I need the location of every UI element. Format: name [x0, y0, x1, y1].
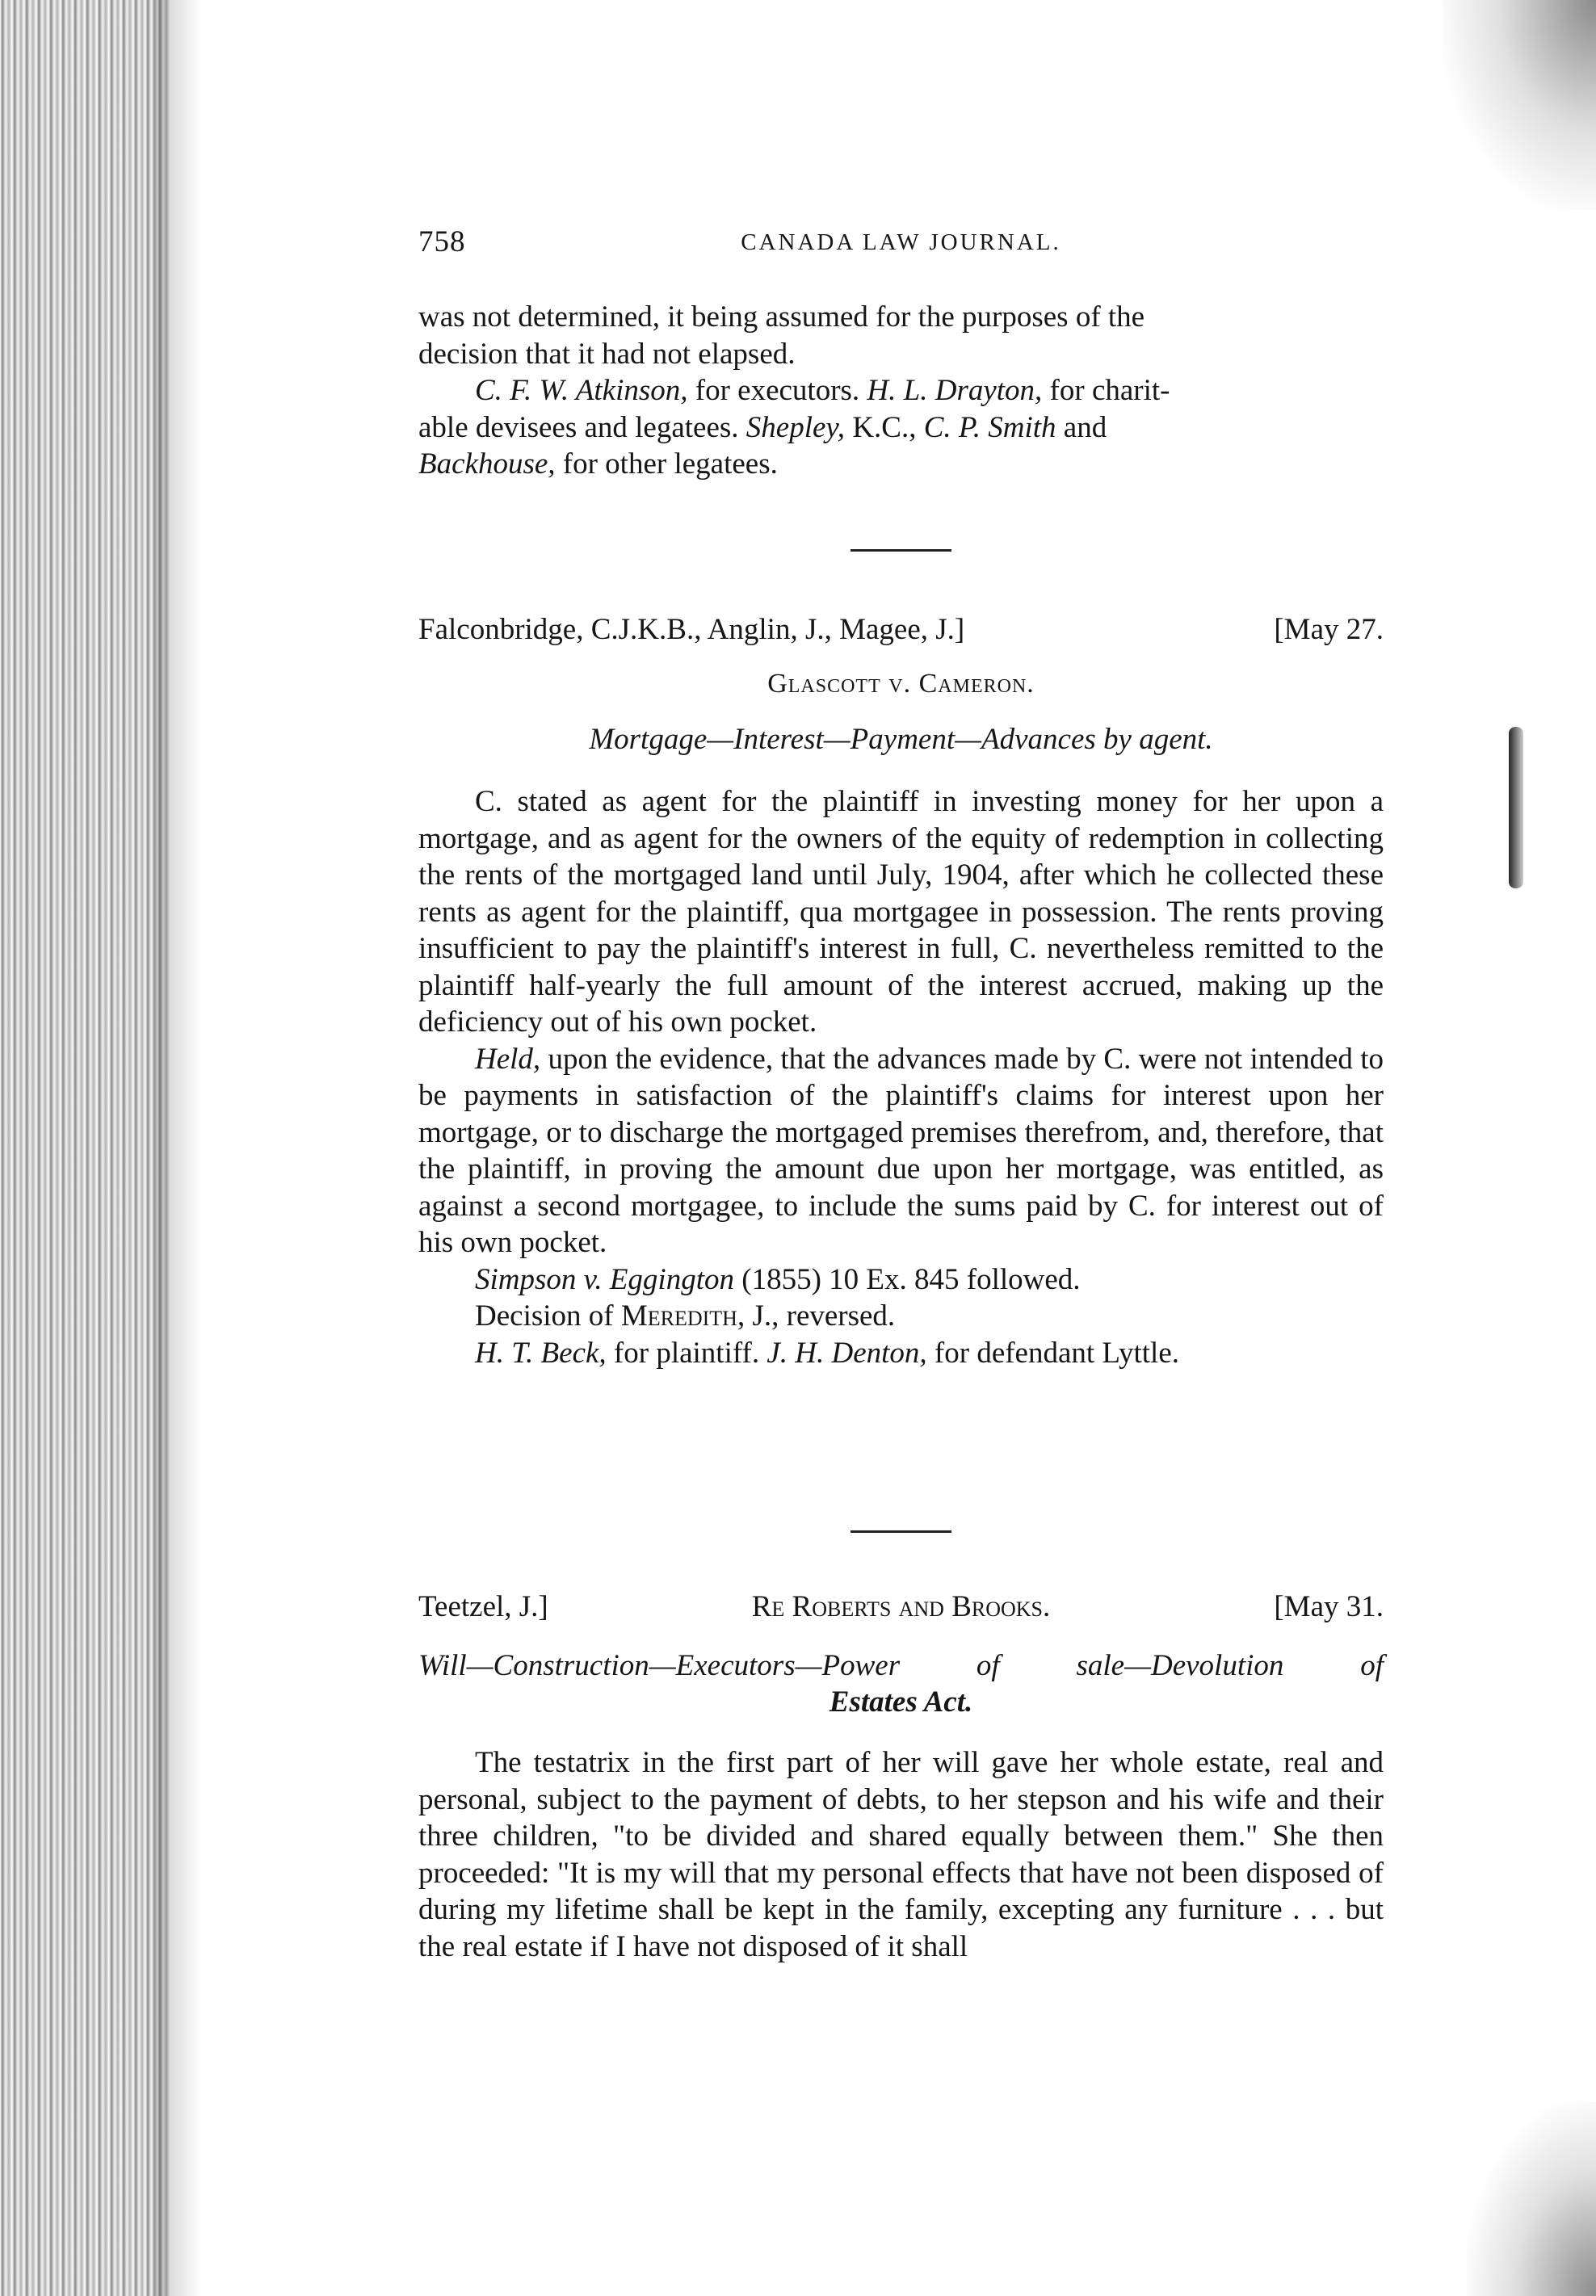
counsel-name: H. T. Beck, — [475, 1336, 607, 1370]
page-corner-shadow-bottom — [1467, 2102, 1596, 2296]
counsel-name: Shepley, — [746, 410, 846, 444]
journal-title: CANADA LAW JOURNAL. — [741, 229, 1061, 255]
continuation-line-2: decision that it had not elapsed. — [418, 337, 796, 371]
section-divider — [850, 549, 951, 552]
headnote: Mortgage—Interest—Payment—Advances by agent. — [589, 723, 1213, 756]
counsel-line: C. F. W. Atkinson, for executors. H. L. Drayton, for charit- — [475, 374, 1170, 407]
holding-paragraph: Held, upon the evidence, that the advances made by C. were not intended to be payments in satisfaction of the plaintiff's claims for interest upon her mortgage, or to discharge the mortgaged premises therefrom, and, therefore, that the plaintiff, in proving the amount due upon her mortgage, was entitled, as against a second mortgagee, to include the sums paid by C. for interest out of his own pocket. — [418, 1042, 1384, 1259]
counsel-name: H. L. Drayton, — [867, 374, 1043, 407]
bench-judges: Falconbridge, C.J.K.B., Anglin, J., Magee, J.] — [418, 613, 965, 646]
summary-paragraph: C. stated as agent for the plaintiff in investing money for her upon a mortgage, and as agent for the owners of the equity of redemption in collecting the rents of the mortgaged land until July, 1904, after which he collected these rents as agent for the plaintiff, qua mortgagee in possession. The rents proving insufficient to pay the plaintiff's interest in full, C. nevertheless remitted to the plaintiff half-yearly the full amount of the interest accrued, making up the deficiency out of his own pocket. — [418, 785, 1384, 1039]
counsel-name: J. H. Denton, — [766, 1336, 927, 1370]
counsel-name: C. P. Smith — [923, 410, 1056, 444]
counsel-name: C. F. W. Atkinson, — [475, 374, 688, 407]
running-head — [418, 225, 1384, 265]
continuation-line-1: was not determined, it being assumed for the purposes of the — [418, 300, 1145, 334]
page-number: 758 — [418, 225, 466, 258]
citation-line: Simpson v. Eggington (1855) 10 Ex. 845 followed. — [475, 1262, 1081, 1296]
held-label: Held, — [475, 1042, 541, 1076]
case-header — [418, 1589, 1384, 1627]
headnote-line-1: Will—Construction—Executors—Power of sale—Devolution of — [418, 1649, 1384, 1682]
summary-paragraph: The testatrix in the first part of her will gave her whole estate, real and personal, subject to the payment of debts, to her stepson and his wife and their three children, "to be divided and shared equally between them." She then proceeded: "It is my will that my personal effects that have not been disposed of during my lifetime shall be kept in the family, excepting any furniture . . . but the real estate if I have not disposed of it shall — [418, 1746, 1384, 1963]
case-body — [418, 1744, 1384, 1965]
page-edge-mark — [1509, 727, 1523, 888]
case-header — [418, 612, 1384, 649]
counsel-name: Backhouse, — [418, 447, 556, 481]
section-divider — [850, 1530, 951, 1533]
bench-judge: Teetzel, J.] — [418, 1590, 548, 1623]
page-corner-shadow-top — [1443, 0, 1596, 210]
case-title: Re Roberts and Brooks. — [751, 1590, 1051, 1623]
counsel-line: able devisees and legatees. Shepley, K.C., C. P. Smith and — [418, 410, 1107, 444]
binding-shadow — [0, 0, 170, 2296]
decision-date: [May 27. — [1274, 613, 1384, 646]
case-title: Glascott v. Cameron. — [767, 669, 1035, 699]
counsel-line: H. T. Beck, for plaintiff. J. H. Denton, for defendant Lyttle. — [475, 1336, 1180, 1370]
cited-case: Simpson v. Eggington — [475, 1262, 734, 1296]
previous-case-tail — [418, 299, 1384, 483]
judge-name: Meredith — [620, 1299, 737, 1333]
decision-line: Decision of Meredith, J., reversed. — [475, 1299, 896, 1333]
case-body — [418, 783, 1384, 1371]
headnote-line-2: Estates Act. — [829, 1685, 973, 1719]
decision-date: [May 31. — [1274, 1590, 1384, 1623]
counsel-line: Backhouse, for other legatees. — [418, 447, 778, 481]
